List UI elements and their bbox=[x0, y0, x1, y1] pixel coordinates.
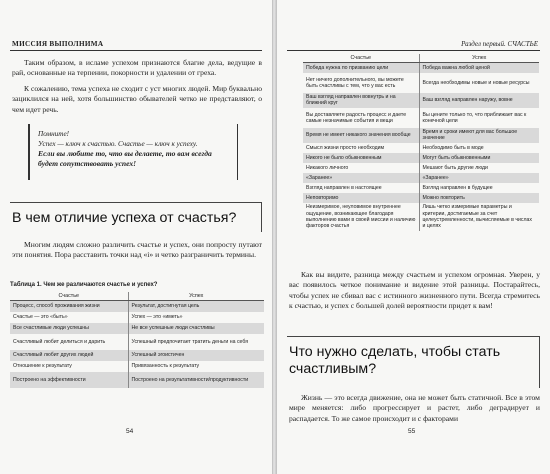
table-cell: Ваш взгляд направлен наружу, вовне bbox=[419, 93, 539, 108]
callout-text: Успех — ключ к счастью. Счастье — ключ к успеху. bbox=[38, 139, 198, 148]
table-cell: Необходимо быть в моде bbox=[422, 144, 484, 151]
paragraph: Многим людям сложно различить счастье и успех, они попросту путают эти понятия. Пора расставить точки над «i» и четко разграничить термины. bbox=[12, 240, 262, 260]
table-cell: Счастливый любит делиться и дарить bbox=[10, 334, 128, 350]
table-row bbox=[10, 361, 264, 372]
left-page bbox=[0, 0, 272, 474]
table-cell: Привязанность к результату bbox=[131, 363, 200, 370]
callout-emphasis: Если вы любите то, что вы делаете, то вам всегда будет сопутствовать успех! bbox=[38, 149, 212, 169]
header-rule bbox=[287, 50, 540, 51]
table-cell: Неповторимо bbox=[303, 193, 419, 203]
table-cell: Мешают быть другие люди bbox=[422, 164, 488, 171]
table-cell: Счастливый любит других людей bbox=[10, 350, 128, 361]
running-head: Раздел первый. СЧАСТЬЕ bbox=[461, 40, 538, 48]
table-row bbox=[303, 143, 539, 153]
table-header: Счастье bbox=[303, 54, 419, 63]
table-header-row bbox=[10, 292, 264, 301]
paragraph: Таким образом, в исламе успехом признаются благие дела, ведущие в рай, основанные на терпении, покорности и удалении от греха. bbox=[12, 58, 262, 78]
table-row bbox=[303, 108, 539, 128]
table-row bbox=[303, 63, 539, 73]
table-header: Успех bbox=[128, 292, 264, 301]
callout-title: Помните! bbox=[38, 130, 70, 138]
table-cell: Победа нужна по призванию цели bbox=[303, 63, 419, 73]
table-cell: Построено на эффективности bbox=[10, 372, 128, 388]
table-cell: Не все успешные люди счастливы bbox=[128, 323, 264, 334]
table-cell: Процесс, способ проживания жизни bbox=[10, 301, 128, 312]
table-cell: Успех — это «иметь» bbox=[131, 314, 183, 321]
table-cell: Успешный предпочитает тратить деньги на себя bbox=[131, 338, 249, 345]
table-cell: Никакого личного bbox=[303, 163, 419, 173]
table-row bbox=[303, 173, 539, 183]
table-row bbox=[303, 163, 539, 173]
table-cell: Всегда необходимы новые и новые ресурсы bbox=[422, 79, 530, 86]
page-number: 55 bbox=[408, 428, 416, 435]
table-row bbox=[303, 93, 539, 108]
table-cell: Нет ничего дополнительного, вы можете быть счастливы с тем, что у вас есть bbox=[303, 73, 419, 93]
table-cell: Могут быть обыкновенными bbox=[419, 153, 539, 163]
table-cell: Победа важна любой ценой bbox=[419, 63, 539, 73]
table-cell: Вы цените только то, что приближает вас к конечной цели bbox=[422, 111, 527, 124]
callout-box bbox=[28, 124, 238, 180]
table-row bbox=[303, 193, 539, 203]
table-cell: Неизмеримое, неуловимое внутреннее ощущение, возникающее благодаря выполнению вами в своей миссии и наличию факторов счастья bbox=[303, 203, 419, 231]
header-rule bbox=[10, 50, 262, 51]
section-heading: Что нужно сделать, чтобы стать счастливым? bbox=[289, 344, 501, 377]
table-cell: Построено на результативности/продуктивности bbox=[128, 372, 264, 388]
table-cell: Никого не было обыкновенным bbox=[303, 153, 419, 163]
table-cell: Счастье — это «быть» bbox=[10, 312, 128, 323]
table-cell: «Заранее» bbox=[303, 173, 419, 183]
table-row bbox=[303, 203, 539, 231]
table-header: Счастье bbox=[10, 292, 128, 301]
comparison-table bbox=[10, 292, 264, 388]
table-row bbox=[10, 323, 264, 334]
comparison-table-continued bbox=[303, 54, 539, 231]
table-cell: Взгляд направлен в настоящее bbox=[303, 183, 419, 193]
table-cell: Лишь четко измеримые параметры и критерии, достигаемые за счет целеустремленности, вычисляемые в числах и целях bbox=[422, 204, 533, 229]
table-cell: Смысл жизни просто необходим bbox=[303, 143, 419, 153]
table-cell: Отношение к результату bbox=[10, 361, 128, 372]
section-heading: В чем отличие успеха от счастья? bbox=[12, 210, 237, 226]
table-caption: Таблица 1. Чем же различаются счастье и успех? bbox=[10, 282, 158, 288]
table-row bbox=[303, 153, 539, 163]
table-cell: Время и сроки имеют для вас большое значение bbox=[419, 128, 539, 143]
table-row bbox=[10, 301, 264, 312]
paragraph: Как вы видите, разница между счастьем и успехом огромная. Уверен, у вас появилось четкое понимание и видение этой разницы. Постарайтесь, чтобы успех не сбивал вас с истинного жизненного пути. Всегда стремитесь к счастью, и успех с большей долей вероятности придет к вам! bbox=[289, 270, 540, 310]
table-row bbox=[10, 372, 264, 388]
table-cell: Вы доставляете радость процесс и даете самые незначимые события и вещи bbox=[303, 108, 419, 128]
running-head: МИССИЯ ВЫПОЛНИМА bbox=[12, 40, 104, 48]
right-page bbox=[277, 0, 550, 474]
table-cell: Взгляд направлен в будущее bbox=[422, 184, 493, 191]
table-cell: Успешный эгоистичен bbox=[128, 350, 264, 361]
table-row bbox=[10, 350, 264, 361]
table-header: Успех bbox=[419, 54, 539, 63]
table-cell: Ваш взгляд направлен вовнутрь и на ближний круг bbox=[303, 93, 419, 108]
table-cell: Можно повторить bbox=[419, 193, 539, 203]
table-cell: Результат, достигнутая цель bbox=[128, 301, 264, 312]
table-header-row bbox=[303, 54, 539, 63]
table-cell: Время не имеет никакого значения вообще bbox=[303, 128, 419, 143]
paragraph: Жизнь — это всегда движение, она не может быть статичной. Все в этом мире меняется: либо прогрессирует и растет, либо деградирует и распадается. То же самое происходит и с факторами bbox=[289, 393, 540, 423]
paragraph: К сожалению, тема успеха не сходит с уст многих людей. Мир буквально зациклился на ней, хотя большинство обывателей четко не представляют, о чем идет речь. bbox=[12, 84, 262, 114]
table-cell: «Заранее» bbox=[419, 173, 539, 183]
table-row bbox=[10, 312, 264, 323]
table-cell: Все счастливые люди успешны bbox=[10, 323, 128, 334]
table-row bbox=[303, 128, 539, 143]
table-row bbox=[303, 183, 539, 193]
table-row bbox=[10, 334, 264, 350]
table-row bbox=[303, 73, 539, 93]
page-number: 54 bbox=[126, 428, 134, 435]
